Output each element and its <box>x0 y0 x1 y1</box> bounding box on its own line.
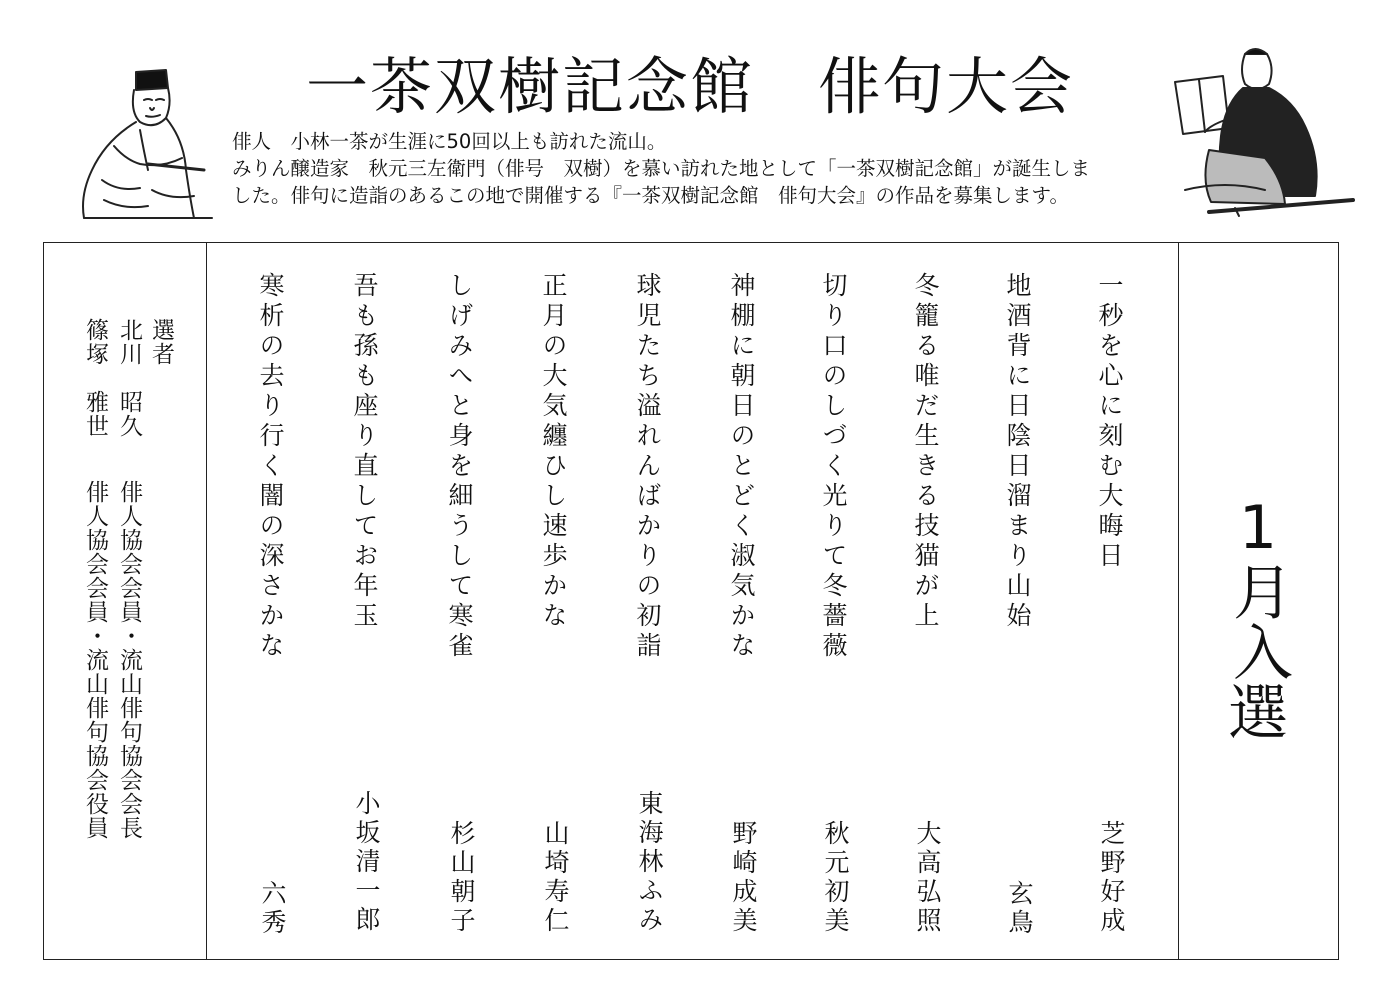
haiku-text-2: 地酒背に日陰日溜まり山始 <box>1003 272 1032 632</box>
judge-name-1: 北川 昭久 <box>116 318 142 438</box>
judge-name-2: 篠塚 雅世 <box>82 318 108 438</box>
judge-role-2: 俳人協会会員・流山俳句協会役員 <box>82 480 108 840</box>
intro-paragraph <box>232 128 1162 209</box>
month-label <box>1208 495 1308 747</box>
haiku-text-9: 吾も孫も座り直してお年玉 <box>350 272 379 632</box>
haiku-text-4: 切り口のしづく光りて冬薔薇 <box>819 272 848 662</box>
month-divider <box>1178 243 1179 959</box>
month-text-2: 選 <box>1228 679 1288 749</box>
judge-role-1: 俳人協会会員・流山俳句協会会長 <box>116 480 142 840</box>
haiku-author-4: 秋元初美 <box>821 820 850 936</box>
haiku-author-7: 山埼寿仁 <box>541 820 570 936</box>
judges-heading: 選者 <box>148 318 174 366</box>
intro-line: した。俳句に造詣のあるこの地で開催する『一茶双樹記念館 俳句大会』の作品を募集します。 <box>232 184 1069 207</box>
haiku-text-1: 一秒を心に刻む大晦日 <box>1095 272 1124 572</box>
haiku-text-8: しげみへと身を細うして寒雀 <box>445 272 474 662</box>
soju-portrait-icon <box>1165 40 1355 220</box>
haiku-author-10: 六秀 <box>258 880 287 938</box>
haiku-author-5: 野崎成美 <box>729 820 758 936</box>
month-number: 1 <box>1238 493 1278 563</box>
haiku-text-7: 正月の大気纏ひし速歩かな <box>539 272 568 632</box>
haiku-board <box>43 242 1339 960</box>
haiku-text-10: 寒析の去り行く闇の深さかな <box>256 272 285 662</box>
judges-divider <box>206 243 207 959</box>
issa-portrait-icon <box>44 60 214 225</box>
haiku-author-6: 東海林ふみ <box>635 790 664 935</box>
page-title: 一茶双樹記念館 俳句大会 <box>305 50 1074 123</box>
haiku-text-6: 球児たち溢れんばかりの初詣 <box>633 272 662 662</box>
month-text-1: 月入 <box>1223 561 1293 681</box>
haiku-author-2: 玄鳥 <box>1005 880 1034 938</box>
haiku-author-3: 大高弘照 <box>913 820 942 936</box>
intro-line: 俳人 小林一茶が生涯に50回以上も訪れた流山。 <box>232 130 667 153</box>
haiku-text-3: 冬籠る唯だ生きる技猫が上 <box>911 272 940 632</box>
haiku-author-1: 芝野好成 <box>1097 820 1126 936</box>
intro-line: みりん醸造家 秋元三左衛門（俳号 双樹）を慕い訪れた地として「一茶双樹記念館」が誕生しま <box>232 157 1091 180</box>
haiku-text-5: 神棚に朝日のとどく淑気かな <box>727 272 756 662</box>
haiku-author-9: 小坂清一郎 <box>352 790 381 935</box>
haiku-author-8: 杉山朝子 <box>447 820 476 936</box>
